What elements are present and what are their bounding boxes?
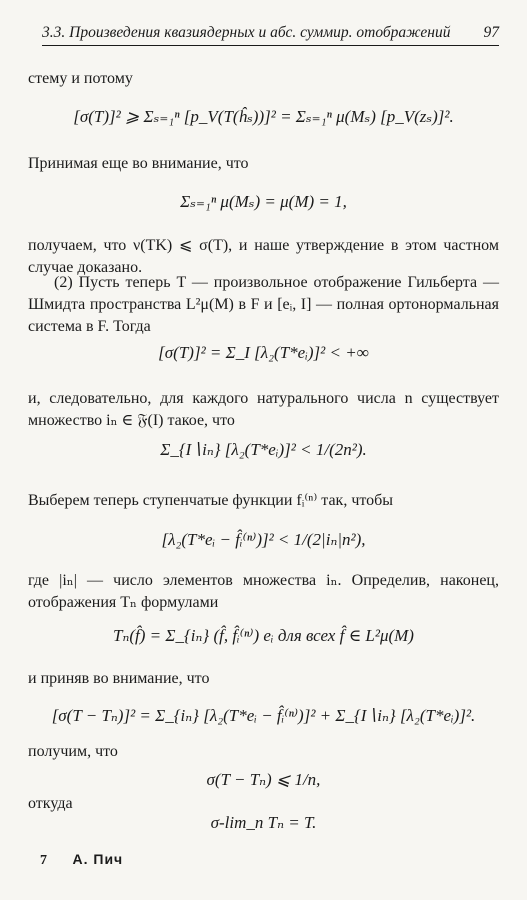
paragraph-4: (2) Пусть теперь T — произвольное отображение Гильберта — Шмидта пространства L²μ(M) в F и [eᵢ, I] — полная ортонормальная система в F. Тогда (28, 274, 499, 335)
signature-footer (40, 851, 123, 869)
running-title: 3.3. Произведения квазиядерных и абс. суммир. отображений (42, 24, 451, 41)
paragraph-5: и, следовательно, для каждого натурального числа n существует множество iₙ ∈ 𝔉(I) такое, что (28, 390, 499, 429)
formula-9: σ-lim_n Tₙ = T. (210, 813, 317, 832)
paragraph-8: и приняв во внимание, что (28, 670, 210, 687)
paragraph-10: откуда (28, 795, 73, 812)
paragraph-9: получим, что (28, 743, 118, 760)
formula-8: σ(T − Tₙ) ⩽ 1/n, (206, 770, 321, 789)
page-number: 97 (483, 24, 499, 41)
paragraph-3: получаем, что ν(TK) ⩽ σ(T), и наше утверждение в этом частном случае доказано. (28, 237, 499, 276)
formula-1: [σ(T)]² ⩾ Σₛ₌₁ⁿ [p_V(T(ĥₛ))]² = Σₛ₌₁ⁿ μ(Mₛ) [p_V(zₛ)]². (73, 107, 454, 126)
formula-5: [λ₂(T*eᵢ − f̂ᵢ⁽ⁿ⁾)]² < 1/(2|iₙ|n²), (161, 530, 366, 549)
paragraph-1: стему и потому (28, 70, 133, 87)
paragraph-7: где |iₙ| — число элементов множества iₙ. Определив, наконец, отображения Tₙ формулами (28, 572, 499, 611)
formula-3: [σ(T)]² = Σ_I [λ₂(T*eᵢ)]² < +∞ (158, 343, 369, 362)
running-header (42, 24, 499, 46)
signature-author: А. Пич (72, 851, 124, 867)
paragraph-2: Принимая еще во внимание, что (28, 155, 249, 172)
paragraph-6: Выберем теперь ступенчатые функции fᵢ⁽ⁿ⁾ так, чтобы (28, 492, 394, 509)
formula-2: Σₛ₌₁ⁿ μ(Mₛ) = μ(M) = 1, (180, 192, 347, 211)
signature-number: 7 (40, 853, 47, 868)
formula-6: Tₙ(f̂) = Σ_{iₙ} (f̂, f̂ᵢ⁽ⁿ⁾) eᵢ для всех f̂ ∈ L²μ(M) (113, 626, 414, 645)
formula-4: Σ_{I∖iₙ} [λ₂(T*eᵢ)]² < 1/(2n²). (160, 440, 367, 459)
formula-7: [σ(T − Tₙ)]² = Σ_{iₙ} [λ₂(T*eᵢ − f̂ᵢ⁽ⁿ⁾)]² + Σ_{I∖iₙ} [λ₂(T*eᵢ)]². (51, 706, 476, 725)
